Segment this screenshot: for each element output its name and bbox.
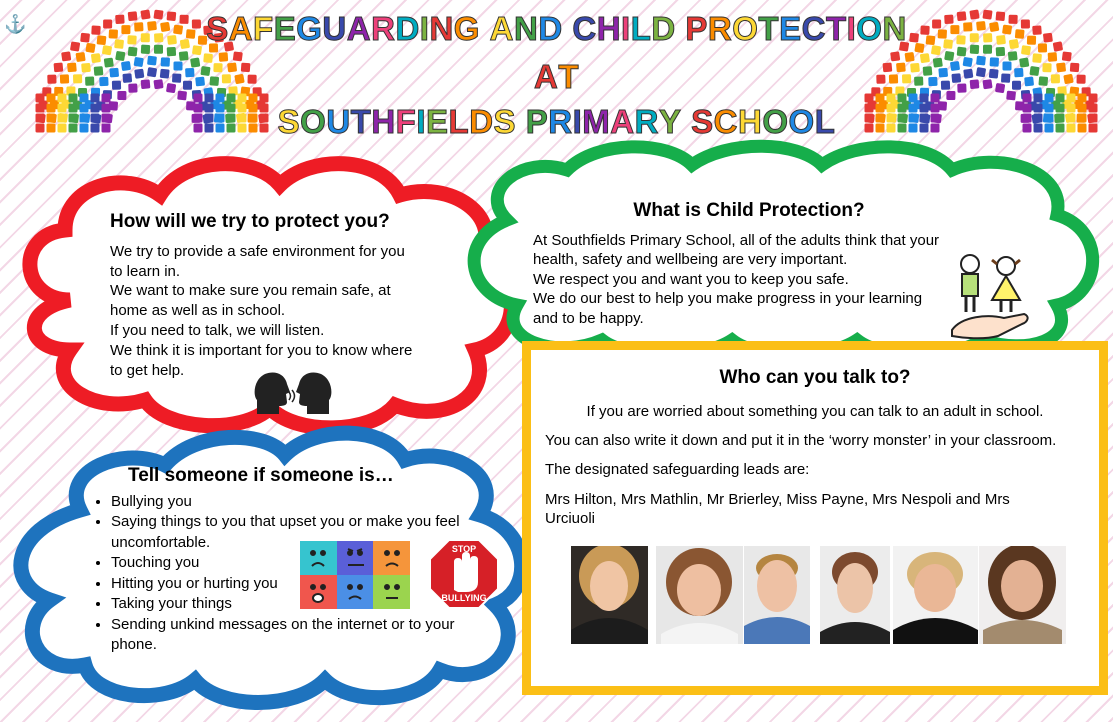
title-letter: A [489,10,514,47]
title-letter: L [630,10,652,47]
rainbow-tile [167,47,176,56]
sign-text-top: STOP [451,544,477,554]
title-letter: I [419,10,430,47]
talk-line: You can also write it down and put it in the ‘worry monster’ in your classroom. [545,432,1057,449]
protect-line: We try to provide a safe environment for you [110,242,405,260]
title-letter: S [691,103,714,140]
title-letter: F [395,103,417,140]
staff-photo [571,546,648,644]
staff-photo [656,546,743,644]
title-letter: A [610,103,635,140]
talking-heads-icon [253,370,333,416]
title-letter: H [596,10,622,47]
tell-section [86,466,486,656]
title-letter: C [713,103,738,140]
rainbow-tile [128,47,138,57]
title-letter: A [346,10,372,47]
staff-photo [979,546,1066,644]
child-protection-line: health, safety and wellbeing are very important. [533,251,848,268]
title-letter: F [253,10,274,47]
children-in-hand-icon [948,252,1032,340]
talk-line: The designated safeguarding leads are: [545,461,810,478]
rainbow-tile [957,47,967,57]
title-letter: O [788,103,815,140]
child-protection-line: We do our best to help you make progress in your learning [533,290,923,307]
tell-list [86,492,486,656]
title-letter: O [762,103,789,140]
title-letter: S [493,103,517,140]
protect-line: to get help. [110,361,185,379]
title-letter: T [758,10,780,47]
title-letter: T [350,103,372,140]
title-letter: N [882,10,907,47]
list-item: • Saying things to you that upset you or make you feel uncomfortable. [111,512,471,553]
sign-text-bottom: BULLYING [441,593,487,603]
title-letter [676,10,686,48]
title-letter: U [326,103,351,140]
title-letter: C [801,10,826,47]
protect-line: If you need to talk, we will listen. [110,321,325,339]
title-letter: D [538,10,563,47]
title-letter: D [395,10,420,47]
protect-line: to learn in. [110,262,181,280]
staff-photo [893,546,978,644]
staff-photo [820,546,890,644]
protect-heading: How will we try to protect you? [110,211,390,232]
title-letter: O [856,10,883,47]
protect-line: We want to make sure you remain safe, at [110,282,391,300]
title-letter: P [525,103,549,140]
title-letter: R [371,10,396,47]
title-letter: A [533,58,559,95]
title-letter: T [825,10,847,47]
tell-heading: Tell someone if someone is… [128,465,394,486]
title-letter: S [206,10,229,47]
title-letter: D [469,103,494,140]
title-letter: I [416,103,427,140]
title-letter: U [322,10,347,47]
title-letter: N [513,10,539,47]
title-letter: G [453,10,480,47]
talk-heading: Who can you talk to? [719,367,911,388]
title-letter: R [634,103,659,140]
rainbow-tile [996,47,1005,56]
child-protection-line: At Southfields Primary School, all of the adults think that your [533,231,940,249]
title-letter: I [621,10,631,47]
protect-line: We think it is important for you to know where [110,341,413,359]
title-letter [480,10,490,48]
stop-bullying-sign-icon [428,538,500,610]
title-letter: E [779,10,802,47]
talk-line: If you are worried about something you can talk to an adult in school. [586,403,1044,420]
title-line-2 [0,58,1113,96]
child-protection-section [533,201,973,328]
title-letter: E [273,10,297,47]
protect-section [110,212,450,380]
child-protection-line: We respect you and want you to keep you safe. [533,270,849,288]
title-letter: E [426,103,449,140]
title-letter: D [651,10,676,47]
title-letter: T [558,58,579,95]
list-item: • Hitting you or hurting you [111,574,486,595]
title-letter: A [228,10,254,47]
title-letter [563,10,573,48]
title-letter: S [277,103,301,140]
list-item: • Sending unkind messages on the internet or to your phone. [111,615,491,656]
child-protection-line: and to be happy. [533,309,644,327]
title-letter: H [738,103,763,140]
child-protection-heading: What is Child Protection? [633,200,865,221]
title-letter: Y [658,103,682,140]
title-line-1 [0,10,1113,48]
list-item: • Taking your things [111,594,486,615]
staff-photo [744,546,810,644]
title-letter: L [814,103,836,140]
title-letter: I [572,103,583,140]
emotion-faces-features [300,541,410,609]
title-letter: R [707,10,733,47]
title-letter: N [429,10,454,47]
title-letter: L [448,103,470,140]
title-letter: M [582,103,611,140]
title-letter: P [685,10,708,47]
protect-line: home as well as in school. [110,302,286,320]
title-letter: G [296,10,323,47]
list-item: • Bullying you [111,492,486,513]
talk-line: Mrs Hilton, Mrs Mathlin, Mr Brierley, Miss Payne, Mrs Nespoli and Mrs Urciuoli [545,491,1010,527]
title-letter: R [548,103,573,140]
title-letter: O [300,103,327,140]
anchor-icon: ⚓ [4,14,27,34]
list-item: • Touching you [111,553,486,574]
title-letter: H [371,103,396,140]
title-letter: C [572,10,597,47]
title-letter: O [732,10,759,47]
title-letter: I [846,10,857,47]
